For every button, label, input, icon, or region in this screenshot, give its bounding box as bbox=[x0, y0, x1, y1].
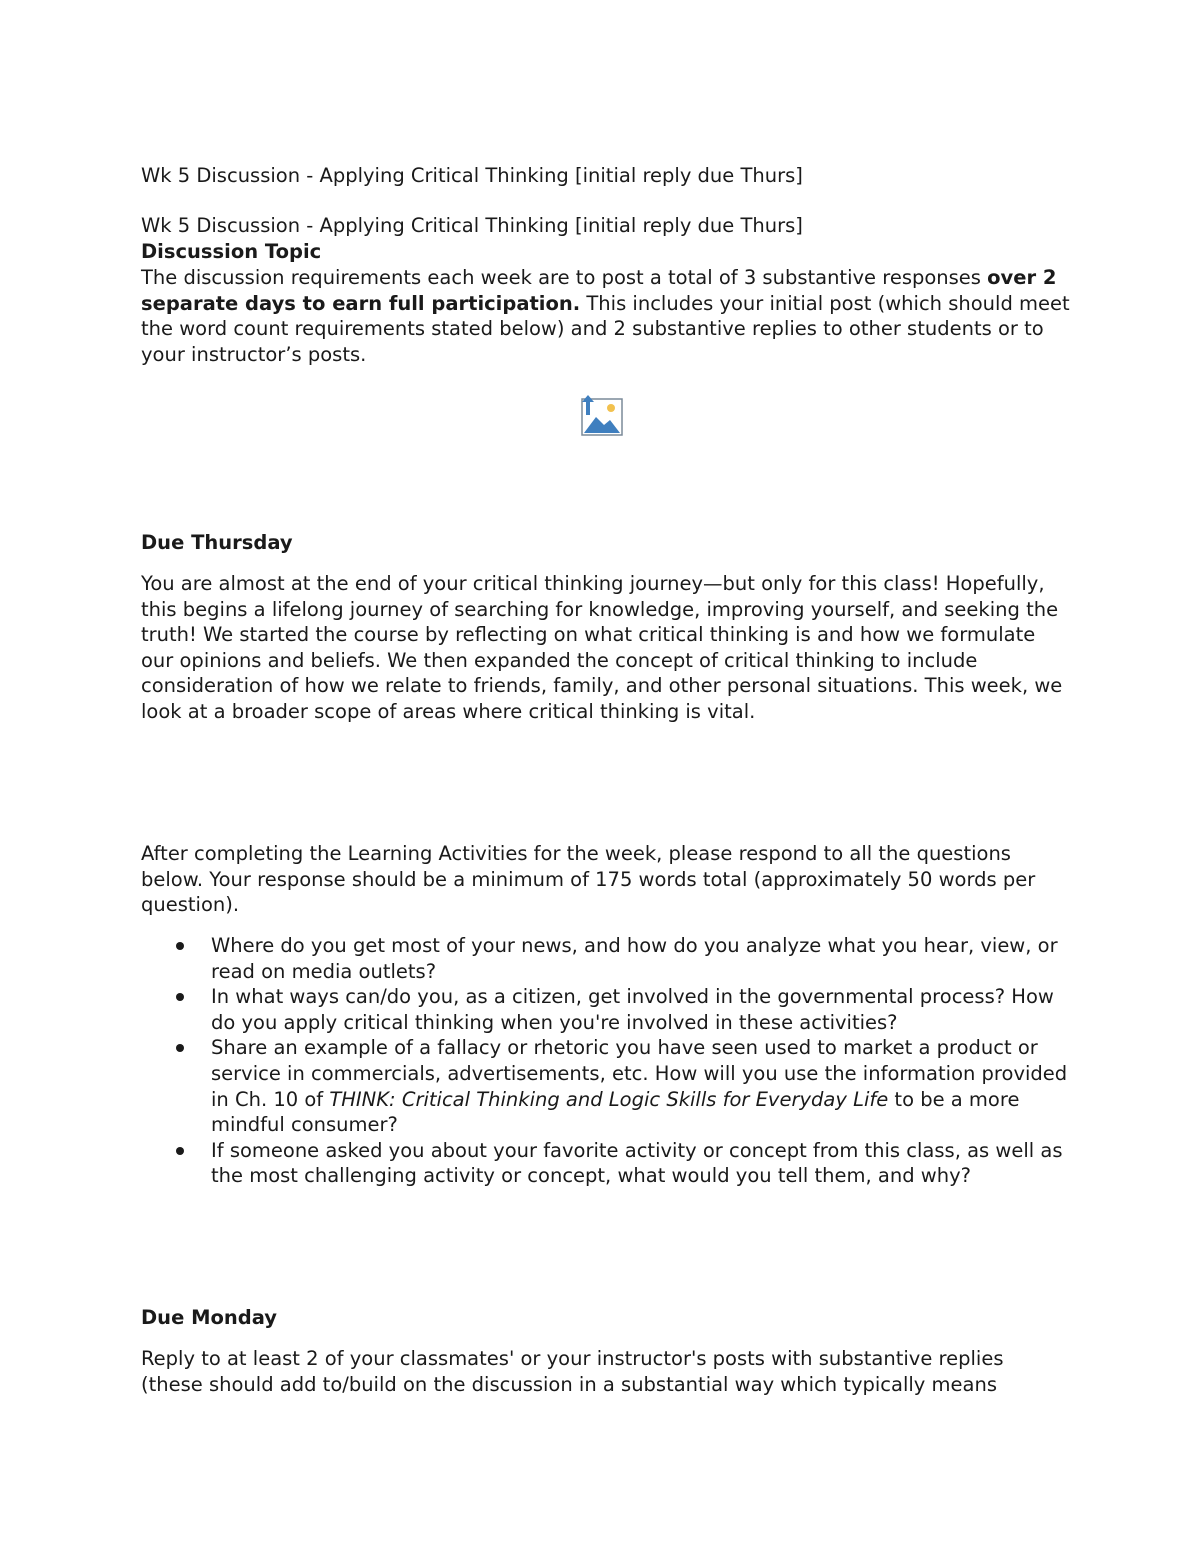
bullet-icon bbox=[176, 1147, 184, 1155]
requirements-text-2: This includes your initial post (which should meet the word count requirements stated below) and 2 substantive replies to other students or to your instructor’s posts. bbox=[141, 291, 1070, 366]
question-text: Where do you get most of your news, and how do you analyze what you hear, view, or read on media outlets? bbox=[211, 934, 1058, 983]
document-title: Wk 5 Discussion - Applying Critical Thinking [initial reply due Thurs] bbox=[141, 214, 803, 237]
requirements-paragraph bbox=[141, 265, 1071, 367]
requirements-text-1: The discussion requirements each week are to post a total of 3 substantive responses bbox=[141, 266, 988, 289]
instructions-paragraph: After completing the Learning Activities for the week, please respond to all the questions below. Your response should be a minimum of 175 words total (approximately 50 words per question). bbox=[141, 842, 1036, 917]
list-item bbox=[141, 984, 1071, 1035]
question-text: In what ways can/do you, as a citizen, get involved in the governmental process? How do you apply critical thinking when you're involved in these activities? bbox=[211, 985, 1054, 1034]
image-placeholder-icon bbox=[578, 393, 624, 439]
document-title-top: Wk 5 Discussion - Applying Critical Thinking [initial reply due Thurs] bbox=[141, 164, 803, 187]
bullet-icon bbox=[176, 993, 184, 1001]
question-text-before: Share an example of a fallacy or rhetoric you have seen used to market a product or service in commercials, advertisements, etc. How will you use the information provided in Ch. 10 of bbox=[211, 1036, 1068, 1111]
list-item bbox=[141, 933, 1071, 984]
due-monday-heading: Due Monday bbox=[141, 1306, 277, 1329]
bullet-icon bbox=[176, 1044, 184, 1052]
questions-list bbox=[141, 933, 1071, 1189]
question-text-after: to be a more mindful consumer? bbox=[211, 1087, 1020, 1137]
reply-paragraph: Reply to at least 2 of your classmates' or your instructor's posts with substantive replies (these should add to/build on the discussion in a substantial way which typically means bbox=[141, 1347, 1004, 1396]
question-text: If someone asked you about your favorite activity or concept from this class, as well as the most challenging activity or concept, what would you tell them, and why? bbox=[211, 1138, 1063, 1188]
bullet-icon bbox=[176, 942, 184, 950]
requirements-bold-text: over 2 separate days to earn full participation. bbox=[141, 266, 1057, 315]
discussion-topic-heading: Discussion Topic bbox=[141, 240, 322, 263]
list-item bbox=[141, 1138, 1071, 1189]
due-thursday-heading: Due Thursday bbox=[141, 531, 293, 554]
list-item bbox=[141, 1035, 1071, 1137]
document-page bbox=[141, 163, 1071, 1396]
book-title: THINK: Critical Thinking and Logic Skills for Everyday Life bbox=[329, 1087, 889, 1111]
journey-paragraph: You are almost at the end of your critical thinking journey—but only for this class! Hopefully, this begins a lifelong journey of searching for knowledge, improving yourself, and seeking the truth! We started the course by reflecting on what critical thinking is and how we formulate our opinions and beliefs. We then expanded the concept of critical thinking to include consideration of how we relate to friends, family, and other personal situations. This week, we look at a broader scope of areas where critical thinking is vital. bbox=[141, 572, 1063, 723]
